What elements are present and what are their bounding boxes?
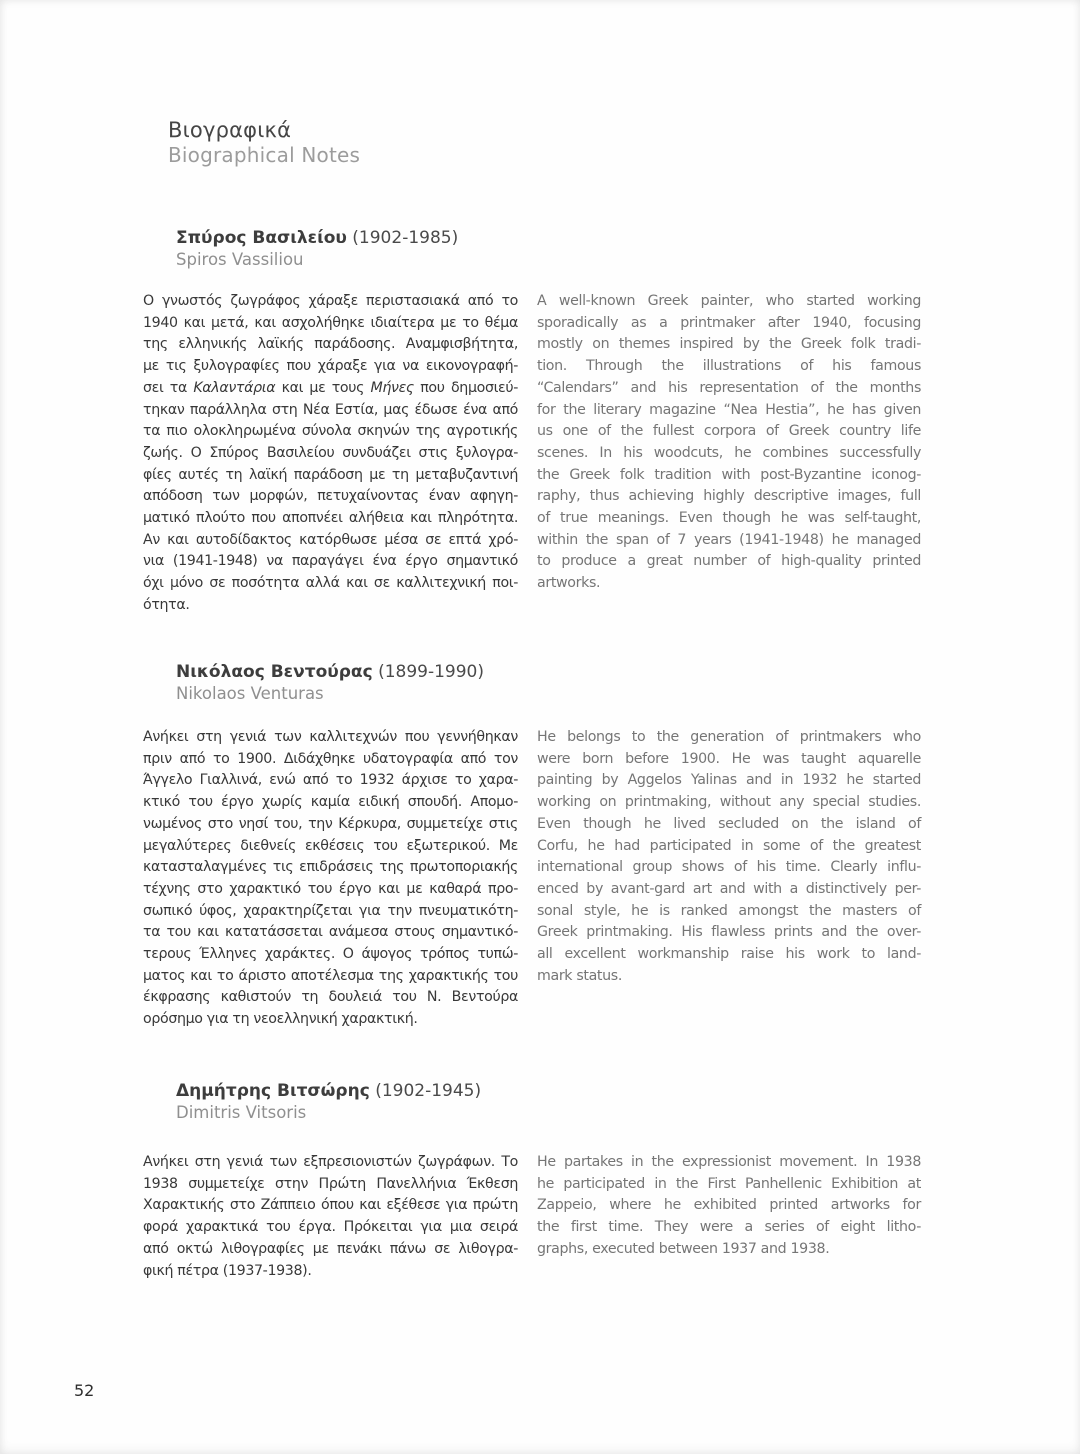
- artist-name-english: Dimitris Vitsoris: [176, 1103, 307, 1122]
- text-line: κτικό του έργο χωρίς καμία ειδική σπουδή. Απομο-: [143, 794, 518, 811]
- text-line: the first time. They were a series of eight litho-: [537, 1219, 921, 1236]
- text-line: τέχνης στο χαρακτικό του έργο και με καθαρά προ-: [143, 880, 518, 897]
- text-line: painting by Aggelos Yalinas and in 1932 he started: [537, 772, 921, 789]
- text-line: ορόσημο για τη νεοελληνική χαρακτική.: [143, 1011, 418, 1028]
- text-line: νια (1941-1948) να παραγάγει ένα έργο σημαντικό: [143, 553, 518, 570]
- bio-columns: [143, 291, 921, 617]
- english-text-column: [537, 1152, 921, 1282]
- text-line: working on printmaking, without any special studies.: [537, 794, 921, 811]
- text-line: τερους Έλληνες χαράκτες. Ο άψογος τρόπος τυπώ-: [143, 946, 518, 963]
- text-line: φική πέτρα (1937-1938).: [143, 1262, 312, 1279]
- artist-name-english: Nikolaos Venturas: [176, 684, 324, 703]
- text-line: all excellent workmanship raise his work to land-: [537, 946, 921, 963]
- page-title-greek: Βιογραφικά: [168, 118, 292, 142]
- text-line: φίες αυτές τη λαϊκή παράδοση με τη μεταβυζαντινή: [143, 466, 518, 483]
- text-line: graphs, executed between 1937 and 1938.: [537, 1240, 830, 1257]
- text-line: φορά χαρακτικά του έργα. Πρόκειται για μια σειρά: [143, 1219, 518, 1236]
- section-heading: [176, 1080, 921, 1102]
- text-line: Αν και αυτοδίδακτος κατόρθωσε μέσα σε επτά χρό-: [143, 531, 518, 548]
- text-line: απόδοση των μορφών, πετυχαίνοντας έναν αφηγη-: [143, 488, 518, 505]
- text-line: tion. Through the illustrations of his famous: [537, 358, 921, 375]
- artist-name-greek: Σπύρος Βασιλείου: [176, 228, 347, 248]
- greek-text-column: [143, 291, 518, 617]
- text-line: A well-known Greek painter, who started working: [537, 293, 921, 309]
- greek-text-column: [143, 727, 518, 1031]
- page-number: 52: [74, 1381, 95, 1400]
- text-line: raphy, thus achieving highly descriptive images, full: [537, 488, 921, 505]
- text-line: έκφρασης καθιστούν τη δουλειά του Ν. Βεντούρα: [143, 989, 518, 1006]
- text-line: Ανήκει στη γενιά των εξπρεσιονιστών ζωγράφων. Το: [143, 1154, 518, 1170]
- text-line: international group shows of his time. Clearly influ-: [537, 859, 921, 876]
- text-line: the Greek folk tradition with post-Byzantine iconog-: [537, 466, 921, 483]
- text-line: within the span of 7 years (1941-1948) he managed: [537, 531, 921, 548]
- text-line: τα του και κατατάσσεται ανάμεσα στους σημαντικό-: [143, 924, 518, 941]
- text-line: mark status.: [537, 967, 622, 984]
- text-line: sporadically as a printmaker after 1940, focusing: [537, 314, 921, 331]
- text-line: τα πιο ολοκληρωμένα σύνολα σκηνών της αγροτικής: [143, 423, 518, 440]
- text-line: mostly on themes inspired by the Greek folk tradi-: [537, 336, 921, 353]
- text-line: 1938 συμμετείχε στην Πρώτη Πανελλήνια Έκθεση: [143, 1175, 518, 1192]
- text-line: He belongs to the generation of printmakers who: [537, 729, 921, 745]
- text-line: were born before 1900. He was taught aquarelle: [537, 750, 921, 767]
- text-line: ότητα.: [143, 596, 190, 613]
- text-line: σωπικό ύφος, χαρακτηρίζεται για την πνευματικότη-: [143, 902, 518, 919]
- bio-section-vitsoris: [143, 1080, 921, 1282]
- text-line: scenes. In his woodcuts, he combines successfully: [537, 444, 921, 461]
- text-line: από οκτώ λιθογραφίες με πενάκι πάνω σε λιθογρα-: [143, 1240, 518, 1257]
- artist-years: (1902-1985): [352, 228, 459, 248]
- text-line: με τις ξυλογραφίες που χάραξε για να εικονογραφή-: [143, 358, 518, 375]
- artist-name-greek: Δημήτρης Βιτσώρης: [176, 1081, 370, 1101]
- text-line: Zappeio, where he exhibited printed artworks for: [537, 1197, 921, 1214]
- text-line: Χαρακτικής στο Ζάππειο όπου και εξέθεσε για πρώτη: [143, 1197, 518, 1214]
- text-line: μεγαλύτερες διεθνείς εκθέσεις του εξωτερικού. Με: [143, 837, 518, 854]
- text-line: Ο γνωστός ζωγράφος χάραξε περιστασιακά από το: [143, 293, 518, 309]
- text-line: Άγγελο Γιαλλινά, ενώ από το 1932 άρχισε το χαρα-: [143, 772, 518, 789]
- text-line: πριν από το 1900. Διδάχθηκε υδατογραφία από τον: [143, 750, 518, 767]
- text-line: Even though he lived secluded on the island of: [537, 815, 921, 832]
- bio-section-vassiliou: [143, 227, 921, 617]
- text-line: artworks.: [537, 575, 601, 592]
- english-text-column: [537, 727, 921, 1031]
- text-line: enced by avant-gard art and with a distinctively per-: [537, 880, 921, 897]
- greek-text-column: [143, 1152, 518, 1282]
- bio-section-venturas: [143, 661, 921, 1031]
- text-line: Corfu, he had participated in some of the greatest: [537, 837, 921, 854]
- text-line: to produce a great number of high-quality printed: [537, 553, 921, 570]
- text-line: 1940 και μετά, και ασχολήθηκε ιδιαίτερα με το θέμα: [143, 314, 518, 331]
- text-line: ματικό πλούτο που αποπνέει αλήθεια και πληρότητα.: [143, 510, 518, 527]
- text-line: “Calendars” and his representation of the months: [537, 379, 921, 396]
- text-line: σει τα Καλαντάρια και με τους Μήνες που δημοσιεύ-: [143, 379, 518, 396]
- text-line: of true meanings. Even though he was self-taught,: [537, 510, 921, 527]
- artist-name-greek: Νικόλαος Βεντούρας: [176, 662, 373, 682]
- text-line: Greek printmaking. His flawless prints and the over-: [537, 924, 921, 941]
- text-line: he participated in the First Panhellenic Exhibition at: [537, 1175, 921, 1192]
- text-line: for the literary magazine “Nea Hestia”, he has given: [537, 401, 921, 418]
- artist-name-english: Spiros Vassiliou: [176, 250, 304, 269]
- english-text-column: [537, 291, 921, 617]
- bio-columns: [143, 1152, 921, 1282]
- text-line: τηκαν παράλληλα στη Νέα Εστία, μας έδωσε ένα από: [143, 401, 518, 418]
- text-line: sonal style, he is ranked amongst the masters of: [537, 902, 921, 919]
- section-heading: [176, 227, 921, 249]
- text-line: Ανήκει στη γενιά των καλλιτεχνών που γεννήθηκαν: [143, 729, 518, 745]
- text-line: ζωής. Ο Σπύρος Βασιλείου συνδυάζει στις ξυλογρα-: [143, 444, 518, 461]
- text-line: νωμένος στο νησί του, την Κέρκυρα, συμμετείχε στις: [143, 815, 518, 832]
- artist-years: (1902-1945): [375, 1081, 482, 1101]
- page-header: [168, 118, 360, 167]
- section-heading: [176, 661, 921, 683]
- artist-years: (1899-1990): [378, 662, 484, 682]
- text-line: He partakes in the expressionist movement. In 1938: [537, 1154, 921, 1170]
- page-title-english: Biographical Notes: [168, 143, 361, 167]
- bio-columns: [143, 727, 921, 1031]
- text-line: κατασταλαγμένες τις επιδράσεις της πρωτοποριακής: [143, 859, 518, 876]
- text-line: της ελληνικής λαϊκής παράδοσης. Αναμφισβήτητα,: [143, 336, 518, 353]
- text-line: us one of the fullest corpora of Greek country life: [537, 423, 921, 440]
- text-line: όχι μόνο σε ποσότητα αλλά και σε καλλιτεχνική ποι-: [143, 575, 518, 592]
- text-line: ματος και το άριστο αποτέλεσμα της χαρακτικής του: [143, 967, 518, 984]
